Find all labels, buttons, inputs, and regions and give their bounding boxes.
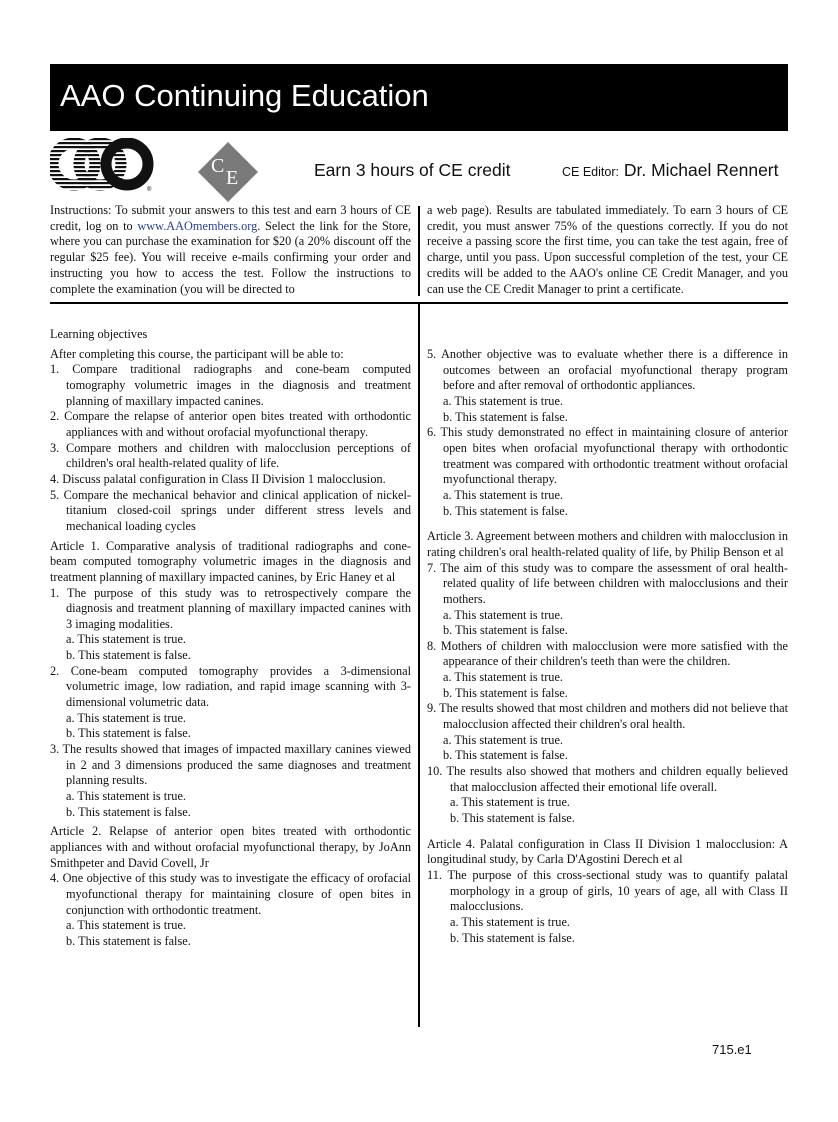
page-title: AAO Continuing Education (60, 78, 429, 113)
option-true: a. This statement is true. (450, 914, 570, 929)
option-true: a. This statement is true. (66, 632, 186, 647)
instructions-left (50, 203, 411, 297)
option-true: a. This statement is true. (66, 710, 186, 725)
option-false: b. This statement is false. (450, 930, 575, 945)
option-false: b. This statement is false. (66, 726, 191, 741)
objectives-intro: After completing this course, the participant will be able to: (50, 346, 344, 361)
objective-item: 3. Compare mothers and children with malocclusion perceptions of children's oral health-related quality of life. (50, 440, 411, 471)
question: 1. The purpose of this study was to retrospectively compare the diagnosis and treatment planning of maxillary impacted canines with 3 imaging modalities. (50, 585, 411, 631)
instructions-text: . Select the link for the Store, where you can purchase the examination for $20 (a 20% discount off the regular $25 fee). You will receive e-mails confirming your order and instructing you how to access the test. Follow the instructions to complete the examination (you will be directed to (50, 218, 411, 296)
question: 11. The purpose of this cross-sectional study was to quantify palatal morphology in a group of girls, 10 years of age, all with Class II malocclusions. (427, 868, 788, 914)
option-false: b. This statement is false. (443, 503, 568, 518)
aao-logo-icon (50, 138, 160, 193)
article-title: Article 4. Palatal configuration in Class II Division 1 malocclusion: A longitudinal study, by Carla D'Agostini Derech et al (427, 836, 788, 867)
left-column (50, 327, 411, 950)
svg-text:E: E (226, 167, 239, 189)
option-true: a. This statement is true. (66, 918, 186, 933)
page-number: 715.e1 (712, 1042, 752, 1057)
editor-name: Dr. Michael Rennert (623, 160, 779, 180)
column-divider (418, 304, 420, 1027)
svg-text:®: ® (147, 187, 152, 193)
option-true: a. This statement is true. (66, 789, 186, 804)
editor-label: CE Editor: (562, 165, 619, 179)
right-column (427, 347, 788, 946)
aao-members-link[interactable]: www.AAOmembers.org (137, 218, 258, 233)
question: 8. Mothers of children with malocclusion were more satisfied with the appearance of their children's teeth than were the children. (427, 638, 788, 669)
option-false: b. This statement is false. (443, 623, 568, 638)
option-true: a. This statement is true. (450, 795, 570, 810)
article-title: Article 2. Relapse of anterior open bites treated with orthodontic appliances with and without orofacial myofunctional therapy, by JoAnn Smithpeter and David Covell, Jr (50, 824, 411, 870)
option-true: a. This statement is true. (443, 487, 563, 502)
option-true: a. This statement is true. (443, 732, 563, 747)
ce-editor (562, 160, 779, 181)
objective-item: 2. Compare the relapse of anterior open bites treated with orthodontic appliances with and without orofacial myofunctional therapy. (50, 409, 411, 439)
header-banner (50, 64, 788, 131)
option-false: b. This statement is false. (66, 648, 191, 663)
option-true: a. This statement is true. (443, 670, 563, 685)
question: 4. One objective of this study was to investigate the efficacy of orofacial myofunctional therapy for maintaining closure of open bites in conjunction with orthodontic treatment. (50, 871, 411, 917)
objective-item: 5. Compare the mechanical behavior and clinical application of nickel-titanium closed-coil springs under different stress levels and mechanical loading cycles (50, 487, 411, 533)
divider (418, 206, 420, 296)
objective-item: 4. Discuss palatal configuration in Class II Division 1 malocclusion. (50, 471, 386, 486)
question: 9. The results showed that most children and mothers did not believe that malocclusion affected their children's oral health. (427, 701, 788, 732)
question: 10. The results also showed that mothers and children equally believed that malocclusion affected their emotional life overall. (427, 764, 788, 794)
section-heading: Learning objectives (50, 327, 148, 341)
instructions-text: Instructions: To submit your answers to this test and earn 3 hours of CE credit, log on to (50, 203, 411, 233)
question: 6. This study demonstrated no effect in maintaining closure of anterior open bites when orofacial myofunctional therapy with orthodontic treatment was compared with orthodontic treatment without orofacial myofunctional therapy. (427, 425, 788, 487)
option-false: b. This statement is false. (443, 409, 568, 424)
article-title: Article 3. Agreement between mothers and children with malocclusion in rating children's oral health-related quality of life, by Philip Benson et al (427, 529, 788, 559)
article-title: Article 1. Comparative analysis of traditional radiographs and cone-beam computed tomography volumetric images in the diagnosis and treatment planning of maxillary impacted canines, by Eric Haney et al (50, 538, 411, 584)
instructions-right: a web page). Results are tabulated immediately. To earn 3 hours of CE credit, you must answer 75% of the questions correctly. If you do not receive a passing score the first time, you can take the test again, free of charge, until you pass. Upon successful completion of the test, your CE credits will be added to the AAO's online CE Credit Manager, and you can use the CE Credit Manager to print a certificate. (427, 203, 788, 296)
question: 3. The results showed that images of impacted maxillary canines viewed in 2 and 3 dimensions produced the same diagnoses and treatment planning results. (50, 742, 411, 788)
option-false: b. This statement is false. (66, 933, 191, 948)
option-false: b. This statement is false. (443, 685, 568, 700)
question: 7. The aim of this study was to compare the assessment of oral health-related quality of life between children with malocclusions and their mothers. (427, 560, 788, 606)
option-false: b. This statement is false. (443, 748, 568, 763)
question: 5. Another objective was to evaluate whether there is a difference in outcomes between an orofacial myofunctional therapy program before and after removal of orthodontic appliances. (427, 347, 788, 393)
option-false: b. This statement is false. (66, 804, 191, 819)
option-false: b. This statement is false. (450, 811, 575, 826)
ce-credit-text: Earn 3 hours of CE credit (314, 160, 511, 180)
objective-item: 1. Compare traditional radiographs and cone-beam computed tomography volumetric images in the diagnosis and treatment planning of maxillary impacted canines. (50, 362, 411, 408)
option-true: a. This statement is true. (443, 393, 563, 408)
svg-text:C: C (211, 155, 225, 177)
question: 2. Cone-beam computed tomography provides a 3-dimensional volumetric image, low radiation, and rapid image scanning with 3-dimensional volumetric data. (50, 663, 411, 710)
option-true: a. This statement is true. (443, 607, 563, 622)
ce-logo-icon (196, 140, 260, 204)
